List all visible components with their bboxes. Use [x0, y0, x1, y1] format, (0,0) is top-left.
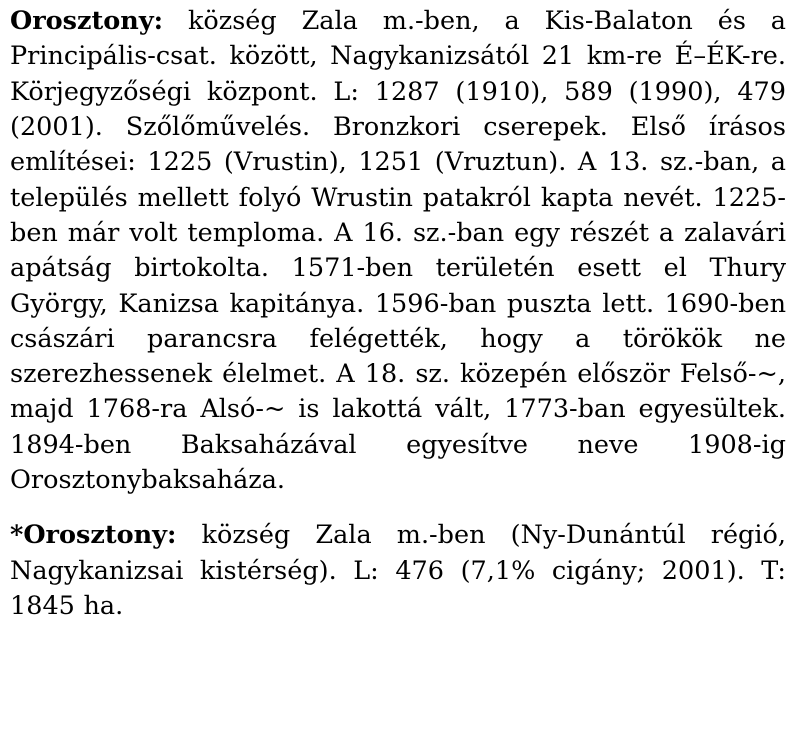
entry-headword: *Orosztony: — [10, 520, 177, 551]
entry-body: község Zala m.-ben, a Kis-Balaton és a Principális-csat. között, Nagykanizsától 21 km-re É–ÉK-re. Körjegyzőségi központ. L: 1287 (1910), 589 (1990), 479 (2001). Szőlőművelés. Bronzkori cserepek. Első írásos említései: 1225 (Vrustin), 1251 (Vruztun). A 13. sz.-ban, a település mellett folyó Wrustin patakról kapta nevét. 1225-ben már volt temploma. A 16. sz.-ban egy részét a zalavári apátság birtokolta. 1571-ben területén esett el Thury György, Kanizsa kapitánya. 1596-ban puszta lett. 1690-ben császári parancsra felégették, hogy a törökök ne szerezhessenek élelmet. A 18. sz. közepén először Felső-~, majd 1768-ra Alsó-~ is lakottá vált, 1773-ban egyesültek. 1894-ben Baksaházával egyesítve neve 1908-ig Orosztonybaksaháza. — [10, 6, 786, 496]
entry-headword: Orosztony: — [10, 6, 164, 36]
entry-paragraph — [10, 518, 786, 624]
dictionary-entry-orosztony — [10, 4, 786, 498]
entry-paragraph — [10, 4, 786, 498]
entry-body: község Zala m.-ben (Ny-Dunántúl régió, Nagykanizsai kistérség). L: 476 (7,1% cigány; 2001). T: 1845 ha. — [10, 520, 786, 621]
dictionary-entry-orosztony-starred — [10, 518, 786, 624]
